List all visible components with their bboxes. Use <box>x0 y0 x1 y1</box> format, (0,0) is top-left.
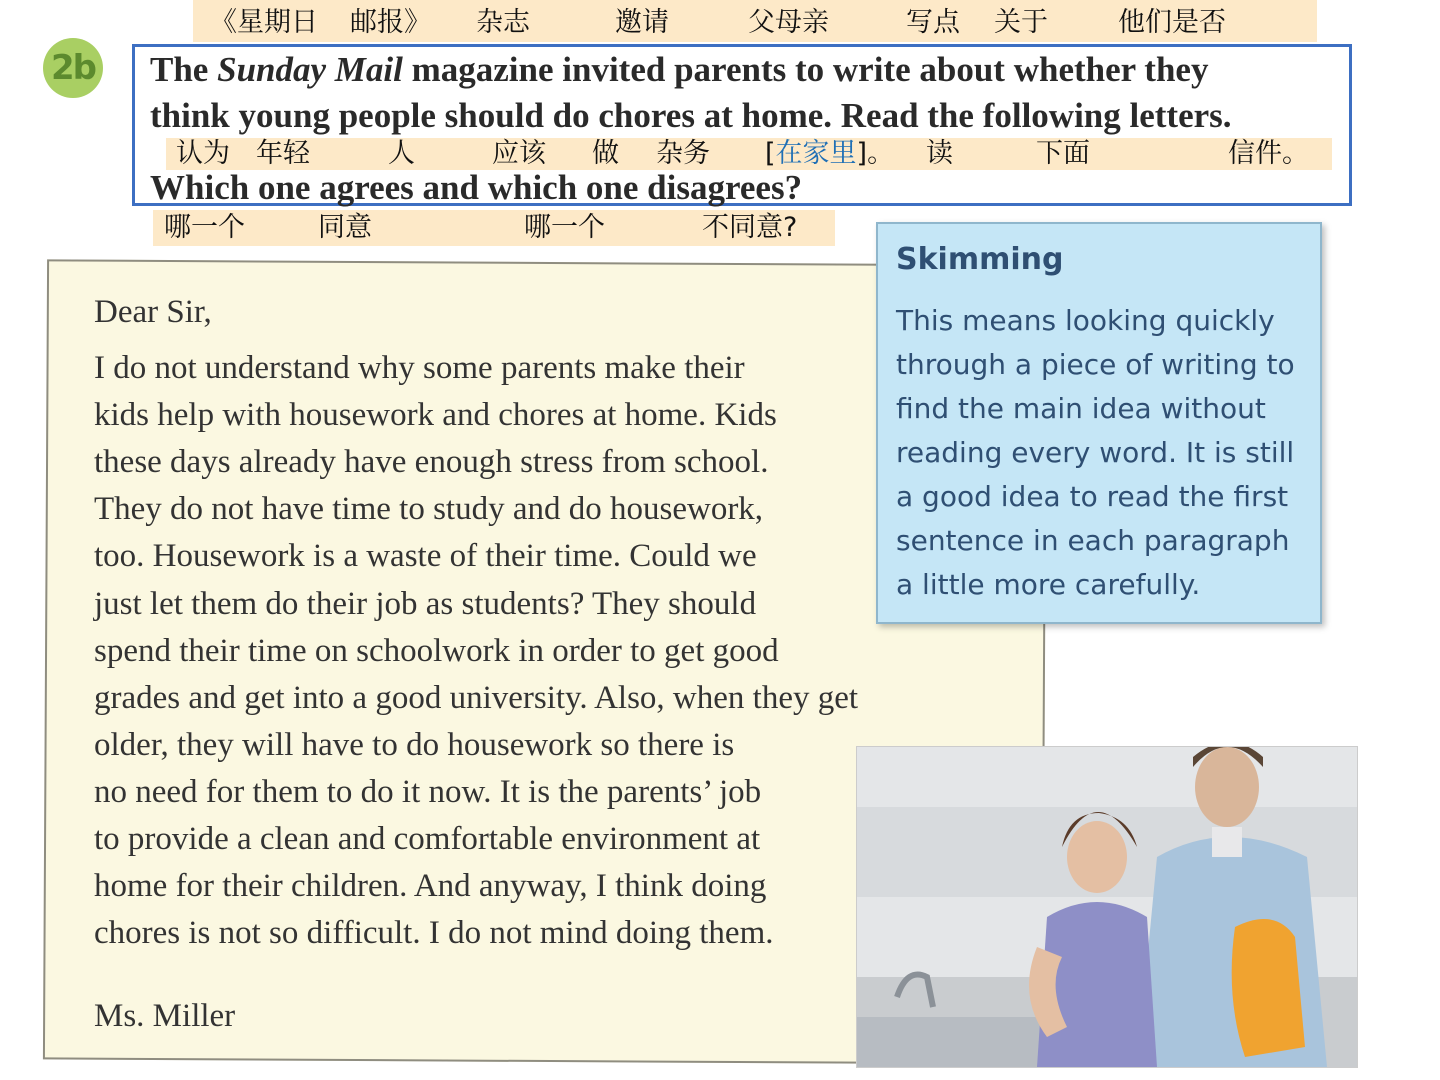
letter-line: I do not understand why some parents make their <box>94 350 745 386</box>
letter-greeting: Dear Sir, <box>94 294 212 330</box>
gloss-read: 读 <box>926 138 953 169</box>
instruction-line-3: Which one agrees and which one disagrees? <box>150 168 803 207</box>
gloss-disagrees: 不同意? <box>702 212 798 243</box>
tip-title: Skimming <box>896 242 1064 277</box>
gloss-write: 写点 <box>906 7 960 38</box>
gloss-which-one-2: 哪一个 <box>524 212 605 243</box>
magazine-title: Sunday Mail <box>217 50 403 89</box>
gloss-magazine: 杂志 <box>476 7 530 38</box>
letter-line: too. Housework is a waste of their time. Could we <box>94 538 757 574</box>
tip-line: reading every word. It is still <box>896 436 1295 469</box>
gloss-bracket-open: [ <box>765 138 776 169</box>
gloss-sunday: 《星期日 <box>210 7 318 38</box>
tip-line: sentence in each paragraph <box>896 524 1290 557</box>
tip-line: through a piece of writing to <box>896 348 1295 381</box>
gloss-which-one-1: 哪一个 <box>164 212 245 243</box>
gloss-parents: 父母亲 <box>748 7 829 38</box>
family-photo-illustration <box>857 747 1357 1067</box>
gloss-bracket-close: ]。 <box>856 138 895 169</box>
tip-line: a little more carefully. <box>896 568 1201 601</box>
gloss-do: 做 <box>592 138 619 169</box>
gloss-row-2 <box>166 138 1332 170</box>
gloss-following: 下面 <box>1036 138 1090 169</box>
exercise-badge: 2b <box>43 38 103 98</box>
gloss-chores: 杂务 <box>656 138 710 169</box>
gloss-should: 应该 <box>492 138 546 169</box>
letter-line: to provide a clean and comfortable environment at <box>94 821 761 857</box>
instruction-line-2: think young people should do chores at home. Read the following letters. <box>150 96 1232 135</box>
gloss-agrees: 同意 <box>318 212 372 243</box>
letter-line: grades and get into a good university. Also, when they get <box>94 680 859 716</box>
gloss-invited: 邀请 <box>615 7 669 38</box>
letter-line: spend their time on schoolwork in order to get good <box>94 633 779 669</box>
gloss-think: 认为 <box>176 138 230 169</box>
gloss-young: 年轻 <box>256 138 310 169</box>
gloss-people: 人 <box>388 138 415 169</box>
instruction-line-1 <box>150 50 1208 90</box>
letter-line: no need for them to do it now. It is the parents’ job <box>94 774 762 810</box>
letter-line: kids help with housework and chores at home. Kids <box>94 397 777 433</box>
gloss-whether: 他们是否 <box>1118 7 1226 38</box>
skimming-tip-box <box>876 222 1322 624</box>
instruction-line-1-post: magazine invited parents to write about whether they <box>402 50 1209 89</box>
instruction-line-1-pre: The <box>150 50 218 89</box>
letter-signature: Ms. Miller <box>94 998 236 1034</box>
letter-line: chores is not so difficult. I do not mind doing them. <box>94 915 774 951</box>
letter-line: just let them do their job as students? They should <box>94 586 757 622</box>
letter-line: older, they will have to do housework so there is <box>94 727 735 763</box>
tip-line: This means looking quickly <box>896 304 1275 337</box>
tip-line: a good idea to read the first <box>896 480 1289 513</box>
gloss-mail: 邮报》 <box>350 7 431 38</box>
letter-line: these days already have enough stress from school. <box>94 444 769 480</box>
family-photo <box>856 746 1358 1068</box>
letter-line: They do not have time to study and do housework, <box>94 491 764 527</box>
gloss-about: 关于 <box>994 7 1048 38</box>
letter-line: home for their children. And anyway, I think doing <box>94 868 767 904</box>
gloss-letters: 信件。 <box>1228 138 1309 169</box>
gloss-at-home-text: 在家里 <box>775 138 857 169</box>
tip-line: find the main idea without <box>896 392 1266 425</box>
